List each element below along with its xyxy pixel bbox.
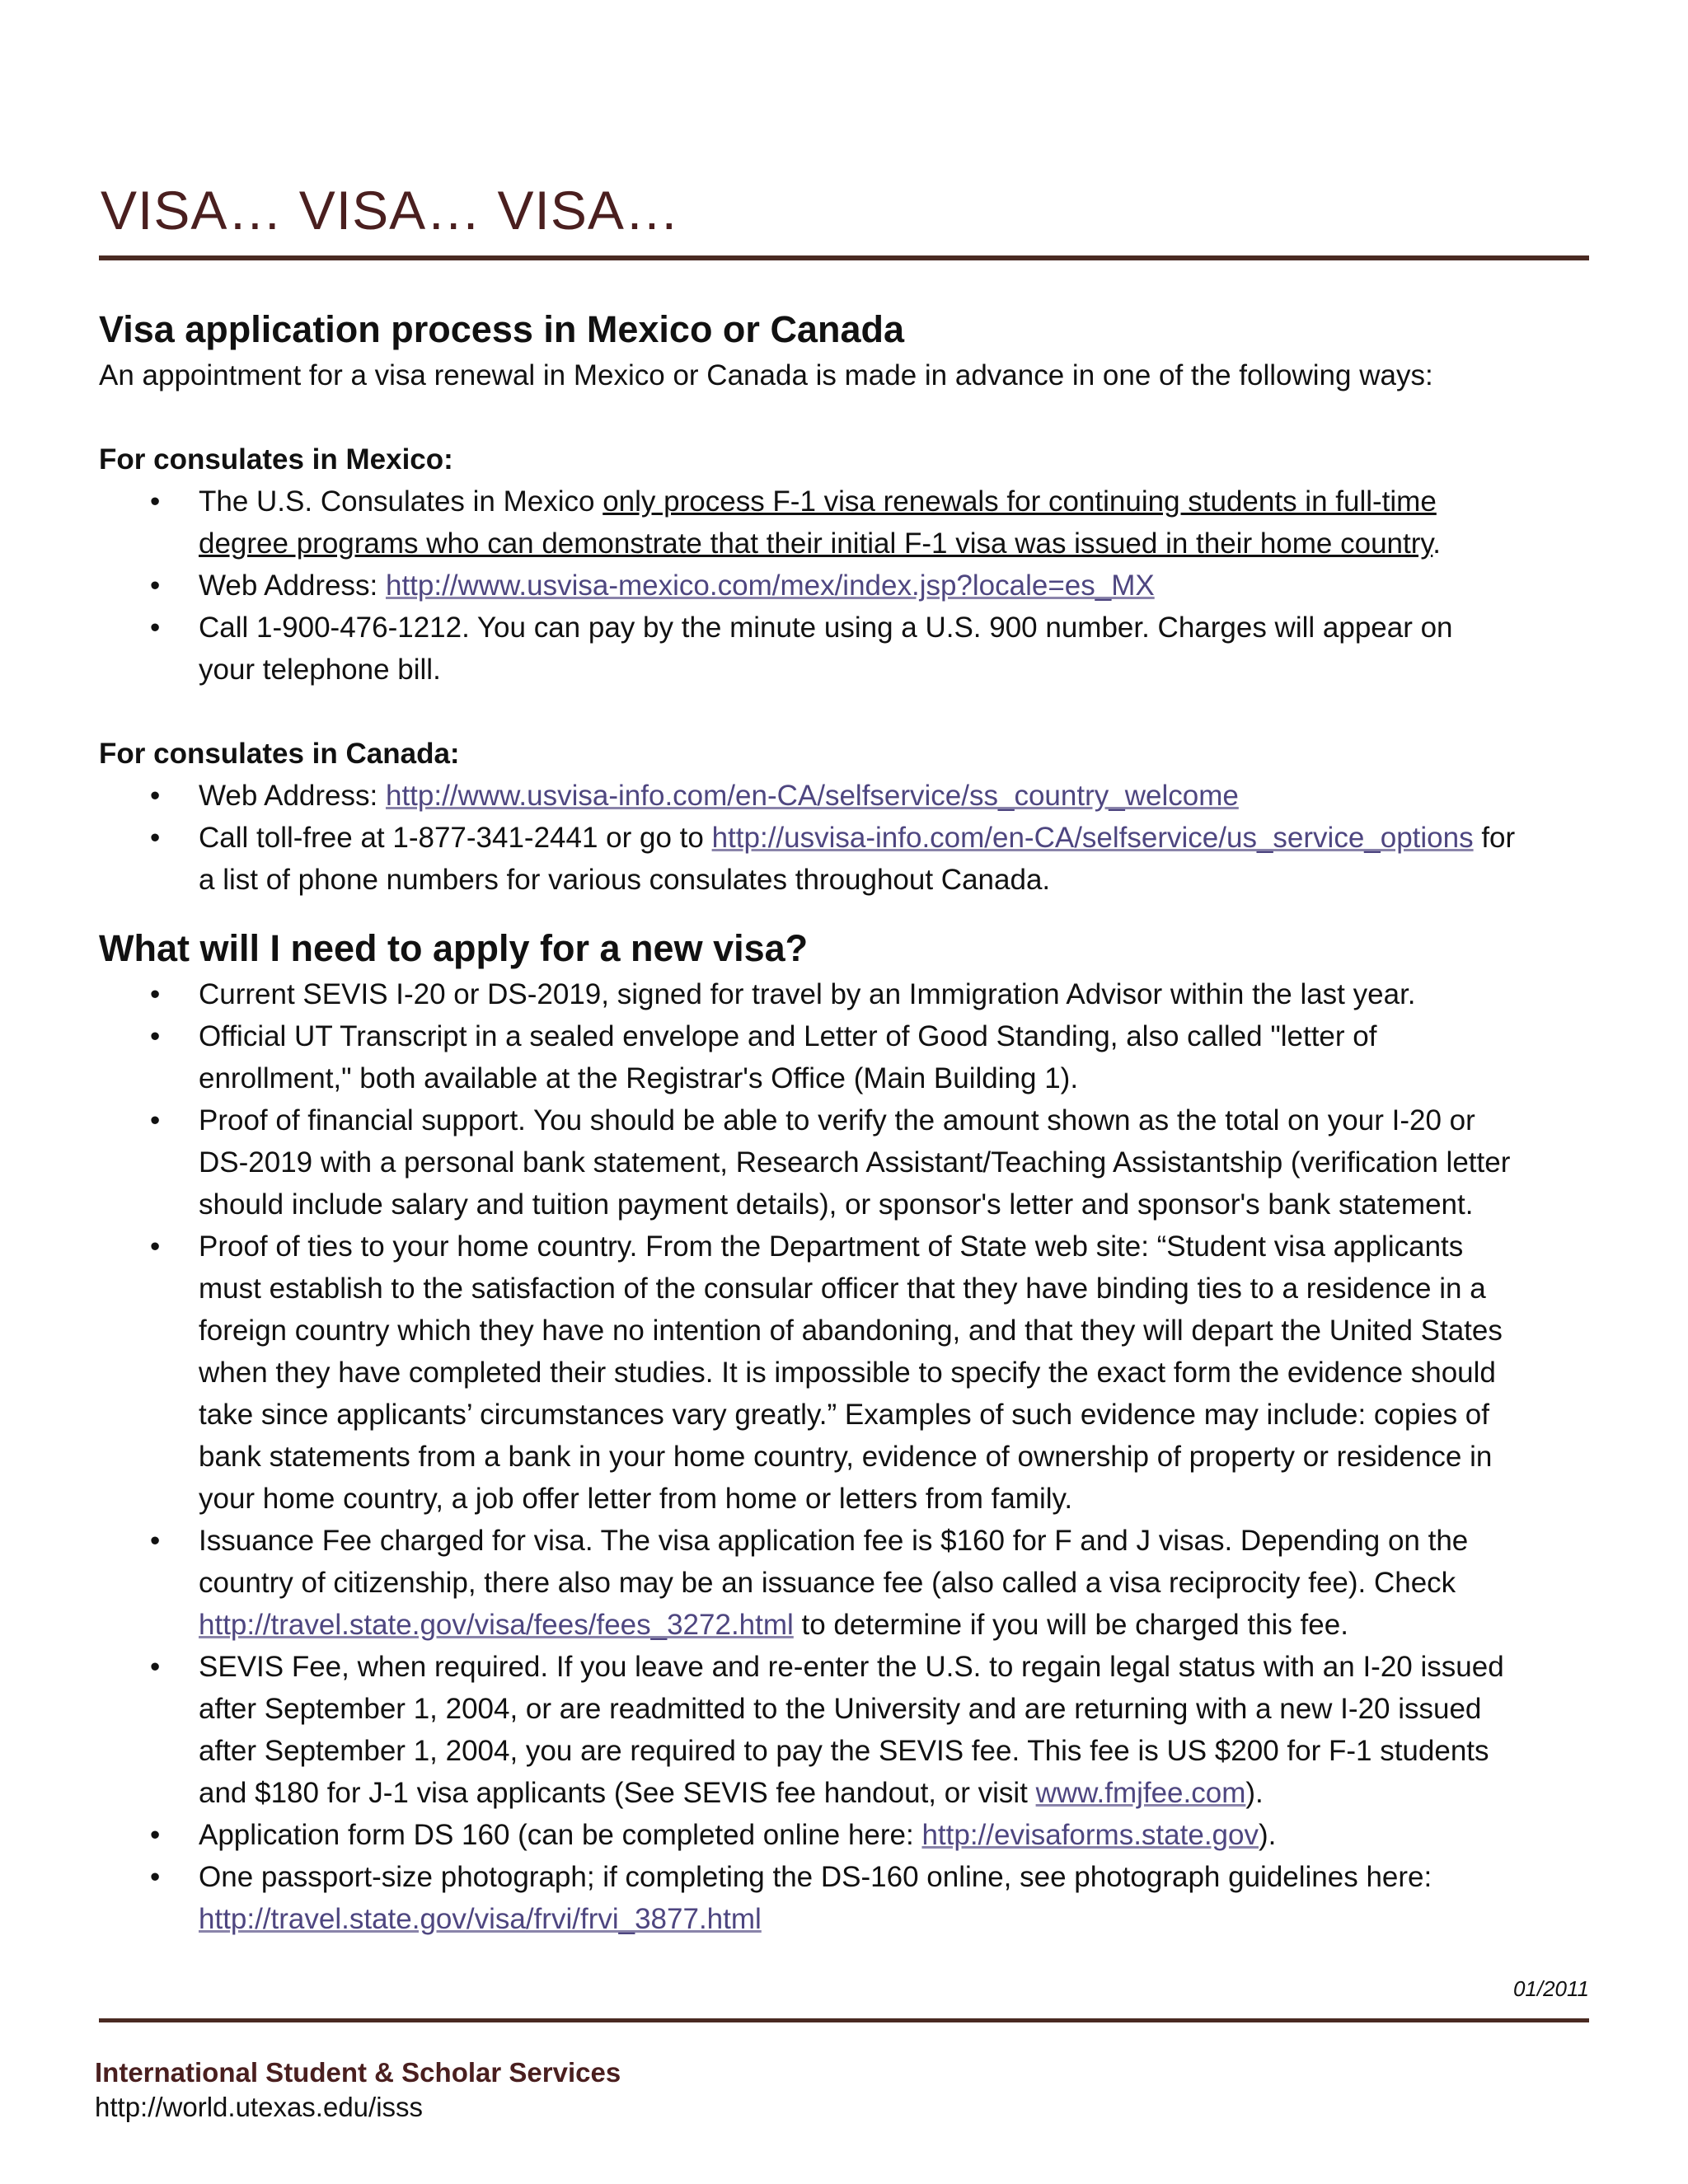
link-us-service-options[interactable]: http://usvisa-info.com/en-CA/selfservice/us_service_options [711,822,1474,854]
canada-list [99,775,1591,901]
bullet: • [150,1104,161,1137]
footer-url: http://world.utexas.edu/isss [95,2092,424,2122]
bullet: • [150,612,161,644]
list-item: • Current SEVIS I-20 or DS-2019, signed for travel by an Immigration Advisor within the last year. [99,973,1591,1015]
link-photo-guidelines[interactable]: http://travel.state.gov/visa/frvi/frvi_3877.html [199,1903,762,1935]
list-item: • Issuance Fee charged for visa. The visa application fee is $160 for F and J visas. Depending on the country of citizenship, there also may be an issuance fee (also called a visa reciprocity fee). Check http://travel.state.gov/visa/fees/fees_3272.html to determine if you will be charged this fee. [99,1520,1591,1646]
footer-divider [99,2018,1589,2022]
bullet: • [150,1525,161,1557]
list-item: • Call 1-900-476-1212. You can pay by the minute using a U.S. 900 number. Charges will appear on your telephone bill. [99,607,1591,691]
bullet: • [150,780,161,812]
bullet: • [150,822,161,854]
header-divider [99,255,1589,260]
requirements-list [99,973,1591,1940]
bullet: • [150,978,161,1010]
list-item: • Application form DS 160 (can be completed online here: http://evisaforms.state.gov). [99,1814,1591,1856]
list-item: • Call toll-free at 1-877-341-2441 or go to http://usvisa-info.com/en-CA/selfservice/us_service_options for a list of phone numbers for various consulates throughout Canada. [99,817,1591,901]
document-date: 01/2011 [1512,1976,1589,2001]
mexico-subheading: For consulates in Mexico: [99,443,453,476]
list-item: • Web Address: http://www.usvisa-mexico.com/mex/index.jsp?locale=es_MX [99,565,1591,607]
link-visa-fees[interactable]: http://travel.state.gov/visa/fees/fees_3272.html [199,1609,794,1641]
list-item: • Web Address: http://www.usvisa-info.com/en-CA/selfservice/ss_country_welcome [99,775,1591,817]
page-title: VISA… VISA… VISA… [101,180,680,241]
list-item: • Proof of financial support. You should be able to verify the amount shown as the total on your I-20 or DS-2019 with a personal bank statement, Research Assistant/Teaching Assistantship (verification letter should include salary and tuition payment details), or sponsor's letter and sponsor's bank statement. [99,1099,1591,1226]
list-item: • SEVIS Fee, when required. If you leave and re-enter the U.S. to regain legal status with an I-20 issued after September 1, 2004, or are readmitted to the University and are returning with a new I-20 issued after September 1, 2004, you are required to pay the SEVIS fee. This fee is US $200 for F-1 students and $180 for J-1 visa applicants (See SEVIS fee handout, or visit www.fmjfee.com). [99,1646,1591,1814]
list-item: • The U.S. Consulates in Mexico only process F-1 visa renewals for continuing students in full-time degree programs who can demonstrate that their initial F-1 visa was issued in their home country. [99,480,1591,565]
section-intro: An appointment for a visa renewal in Mexico or Canada is made in advance in one of the following ways: [99,359,1433,391]
bullet: • [150,1230,161,1263]
list-item: • Proof of ties to your home country. From the Department of State web site: “Student visa applicants must establish to the satisfaction of the consular officer that they have binding ties to a residence in a foreign country which they have no intention of abandoning, and that they will depart the United States when they have completed their studies. It is impossible to specify the exact form the evidence should take since applicants’ circumstances vary greatly.” Examples of such evidence may include: copies of bank statements from a bank in your home country, evidence of ownership of property or residence in your home country, a job offer letter from home or letters from family. [99,1226,1591,1520]
canada-subheading: For consulates in Canada: [99,738,460,770]
bullet: • [150,485,161,518]
link-fmjfee[interactable]: www.fmjfee.com [1035,1777,1246,1809]
mexico-list [99,480,1591,691]
bullet: • [150,1861,161,1893]
link-usvisa-mexico[interactable]: http://www.usvisa-mexico.com/mex/index.jsp?locale=es_MX [385,569,1155,602]
bullet: • [150,569,161,602]
section-heading-new-visa: What will I need to apply for a new visa? [99,927,809,969]
main-content [99,305,1591,1940]
bullet: • [150,1819,161,1851]
bullet: • [150,1651,161,1683]
list-item: • One passport-size photograph; if completing the DS-160 online, see photograph guidelines here: http://travel.state.gov/visa/frvi/frvi_3877.html [99,1856,1591,1940]
link-usvisa-info-canada[interactable]: http://www.usvisa-info.com/en-CA/selfservice/ss_country_welcome [385,780,1239,812]
section-heading-mexico-canada: Visa application process in Mexico or Canada [99,308,904,350]
list-item: • Official UT Transcript in a sealed envelope and Letter of Good Standing, also called "letter of enrollment," both available at the Registrar's Office (Main Building 1). [99,1015,1591,1099]
footer-organization: International Student & Scholar Services [95,2057,621,2088]
bullet: • [150,1020,161,1052]
link-evisaforms[interactable]: http://evisaforms.state.gov [921,1819,1259,1851]
